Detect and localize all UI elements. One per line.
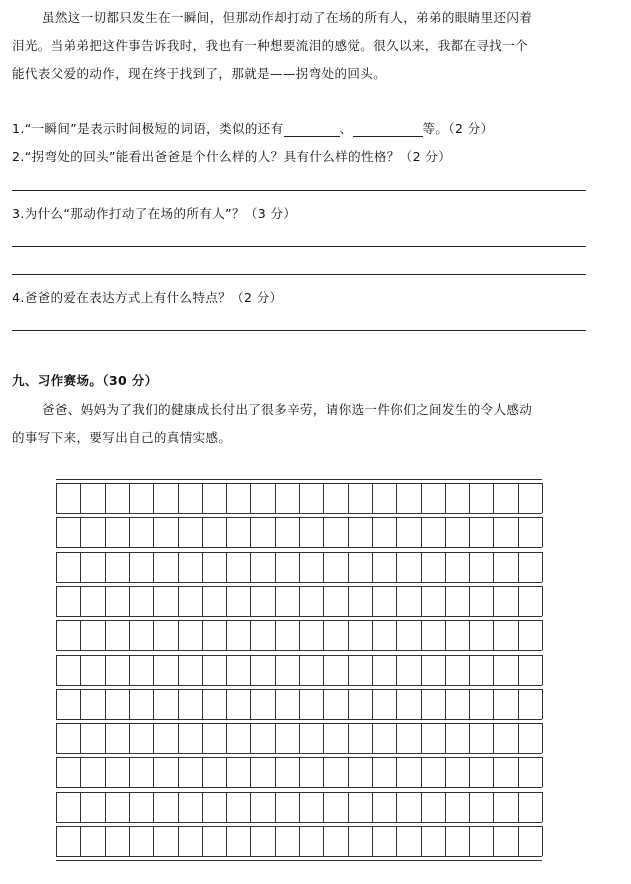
grid-cell-divider [372, 620, 373, 650]
grid-cell-divider [275, 552, 276, 582]
grid-cell-divider [275, 620, 276, 650]
grid-cell-divider [372, 826, 373, 856]
grid-cell-divider [396, 483, 397, 513]
grid-cell-divider [275, 689, 276, 719]
grid-cell-divider [469, 689, 470, 719]
grid-cell-divider [323, 723, 324, 753]
grid-cell-divider [250, 586, 251, 616]
grid-row-bottom-line [56, 856, 542, 857]
grid-cell-divider [348, 483, 349, 513]
grid-cell-divider [129, 792, 130, 822]
grid-cell-divider [80, 517, 81, 547]
grid-cell-divider [518, 792, 519, 822]
grid-cell-divider [323, 792, 324, 822]
grid-cell-divider [445, 723, 446, 753]
grid-cell-divider [348, 552, 349, 582]
passage-line-1: 虽然这一切都只发生在一瞬间，但那动作却打动了在场的所有人，弟弟的眼睛里还闪着 [42, 10, 533, 25]
grid-cell-divider [493, 552, 494, 582]
grid-cell-divider [493, 689, 494, 719]
grid-cell-divider [445, 552, 446, 582]
passage-line-3: 能代表父爱的动作，现在终于找到了，那就是——拐弯处的回头。 [12, 66, 387, 81]
grid-cell-divider [372, 552, 373, 582]
grid-cell-divider [250, 826, 251, 856]
grid-cell-divider [178, 483, 179, 513]
grid-cell-divider [323, 655, 324, 685]
grid-cell-divider [226, 826, 227, 856]
grid-cell-divider [250, 552, 251, 582]
grid-cell-divider [178, 655, 179, 685]
grid-cell-divider [153, 757, 154, 787]
grid-cell-divider [493, 586, 494, 616]
grid-cell-divider [299, 723, 300, 753]
answer-blank-1[interactable] [284, 124, 340, 137]
grid-cell-divider [250, 620, 251, 650]
grid-cell-divider [129, 655, 130, 685]
grid-cell-divider [518, 757, 519, 787]
grid-cell-divider [105, 483, 106, 513]
grid-cell-divider [56, 689, 57, 719]
grid-cell-divider [129, 689, 130, 719]
grid-cell-divider [178, 792, 179, 822]
grid-cell-divider [396, 826, 397, 856]
grid-cell-divider [445, 586, 446, 616]
grid-cell-divider [226, 586, 227, 616]
grid-cell-divider [80, 723, 81, 753]
grid-cell-divider [105, 723, 106, 753]
grid-cell-divider [105, 552, 106, 582]
grid-cell-divider [542, 689, 543, 719]
grid-cell-divider [542, 552, 543, 582]
grid-cell-divider [105, 586, 106, 616]
grid-cell-divider [56, 620, 57, 650]
grid-row-bottom-line [56, 650, 542, 651]
grid-cell-divider [105, 517, 106, 547]
grid-cell-divider [493, 757, 494, 787]
grid-row-bottom-line [56, 547, 542, 548]
composition-prompt-line-2: 的事写下来，要写出自己的真情实感。 [12, 430, 232, 445]
grid-cell-divider [275, 723, 276, 753]
grid-cell-divider [518, 517, 519, 547]
grid-cell-divider [421, 826, 422, 856]
grid-row-bottom-line [56, 582, 542, 583]
grid-cell-divider [178, 757, 179, 787]
grid-cell-divider [493, 826, 494, 856]
grid-cell-divider [202, 655, 203, 685]
grid-cell-divider [396, 655, 397, 685]
grid-cell-divider [226, 517, 227, 547]
grid-cell-divider [445, 483, 446, 513]
grid-cell-divider [421, 689, 422, 719]
grid-cell-divider [129, 552, 130, 582]
grid-cell-divider [396, 689, 397, 719]
grid-row-bottom-line [56, 616, 542, 617]
grid-cell-divider [178, 517, 179, 547]
grid-cell-divider [372, 792, 373, 822]
grid-cell-divider [445, 517, 446, 547]
grid-cell-divider [445, 826, 446, 856]
grid-cell-divider [372, 757, 373, 787]
grid-cell-divider [56, 552, 57, 582]
grid-cell-divider [299, 792, 300, 822]
grid-cell-divider [542, 620, 543, 650]
grid-cell-divider [396, 792, 397, 822]
grid-cell-divider [226, 655, 227, 685]
answer-blank-2[interactable] [353, 124, 423, 137]
grid-cell-divider [518, 586, 519, 616]
grid-cell-divider [396, 586, 397, 616]
grid-cell-divider [542, 586, 543, 616]
grid-cell-divider [518, 620, 519, 650]
grid-bottom-border [56, 860, 542, 861]
grid-cell-divider [421, 517, 422, 547]
section-heading: 九、习作赛场。（30 分） [12, 373, 158, 388]
grid-cell-divider [299, 826, 300, 856]
grid-cell-divider [348, 757, 349, 787]
composition-prompt-line-1: 爸爸、妈妈为了我们的健康成长付出了很多辛劳，请你选一件你们之间发生的令人感动 [42, 402, 533, 417]
grid-cell-divider [469, 552, 470, 582]
grid-cell-divider [153, 792, 154, 822]
grid-cell-divider [518, 552, 519, 582]
grid-cell-divider [80, 552, 81, 582]
grid-cell-divider [226, 792, 227, 822]
grid-cell-divider [299, 620, 300, 650]
grid-cell-divider [445, 655, 446, 685]
grid-cell-divider [323, 517, 324, 547]
grid-cell-divider [80, 586, 81, 616]
grid-cell-divider [348, 620, 349, 650]
grid-cell-divider [421, 620, 422, 650]
grid-cell-divider [469, 792, 470, 822]
grid-cell-divider [396, 620, 397, 650]
grid-cell-divider [348, 689, 349, 719]
grid-cell-divider [542, 483, 543, 513]
grid-cell-divider [348, 723, 349, 753]
grid-cell-divider [421, 586, 422, 616]
grid-cell-divider [105, 655, 106, 685]
grid-cell-divider [178, 723, 179, 753]
grid-row-bottom-line [56, 787, 542, 788]
grid-cell-divider [542, 757, 543, 787]
grid-cell-divider [469, 826, 470, 856]
grid-cell-divider [469, 757, 470, 787]
grid-cell-divider [153, 723, 154, 753]
grid-cell-divider [542, 723, 543, 753]
grid-row-bottom-line [56, 822, 542, 823]
grid-cell-divider [250, 655, 251, 685]
grid-cell-divider [56, 517, 57, 547]
grid-cell-divider [80, 483, 81, 513]
grid-cell-divider [129, 517, 130, 547]
answer-line-q4[interactable] [12, 330, 586, 331]
grid-cell-divider [275, 757, 276, 787]
grid-cell-divider [202, 826, 203, 856]
grid-cell-divider [299, 483, 300, 513]
grid-cell-divider [323, 689, 324, 719]
grid-cell-divider [80, 689, 81, 719]
grid-cell-divider [153, 586, 154, 616]
grid-cell-divider [226, 757, 227, 787]
question-2: 2.“拐弯处的回头”能看出爸爸是个什么样的人？具有什么样的性格？（2 分） [12, 149, 452, 164]
question-4: 4.爸爸的爱在表达方式上有什么特点？（2 分） [12, 290, 283, 305]
grid-cell-divider [372, 517, 373, 547]
grid-cell-divider [56, 723, 57, 753]
grid-cell-divider [129, 586, 130, 616]
grid-cell-divider [129, 826, 130, 856]
grid-cell-divider [178, 689, 179, 719]
grid-cell-divider [372, 689, 373, 719]
grid-cell-divider [445, 620, 446, 650]
grid-cell-divider [178, 552, 179, 582]
grid-cell-divider [323, 586, 324, 616]
grid-cell-divider [153, 689, 154, 719]
grid-cell-divider [275, 586, 276, 616]
grid-cell-divider [542, 517, 543, 547]
grid-cell-divider [226, 552, 227, 582]
grid-cell-divider [275, 655, 276, 685]
grid-cell-divider [202, 757, 203, 787]
grid-cell-divider [323, 757, 324, 787]
grid-top-border [56, 479, 542, 480]
grid-cell-divider [250, 723, 251, 753]
grid-cell-divider [542, 655, 543, 685]
grid-cell-divider [518, 483, 519, 513]
grid-cell-divider [493, 483, 494, 513]
grid-cell-divider [299, 517, 300, 547]
question-1 [12, 119, 493, 137]
grid-cell-divider [56, 826, 57, 856]
grid-cell-divider [493, 792, 494, 822]
grid-cell-divider [421, 655, 422, 685]
grid-cell-divider [323, 483, 324, 513]
grid-cell-divider [153, 483, 154, 513]
grid-cell-divider [542, 826, 543, 856]
grid-cell-divider [202, 517, 203, 547]
grid-cell-divider [299, 655, 300, 685]
grid-cell-divider [469, 586, 470, 616]
grid-cell-divider [105, 620, 106, 650]
grid-cell-divider [250, 517, 251, 547]
grid-cell-divider [372, 483, 373, 513]
grid-cell-divider [250, 689, 251, 719]
grid-cell-divider [348, 586, 349, 616]
grid-cell-divider [348, 826, 349, 856]
grid-cell-divider [250, 792, 251, 822]
grid-cell-divider [275, 517, 276, 547]
grid-cell-divider [129, 757, 130, 787]
grid-cell-divider [396, 552, 397, 582]
grid-cell-divider [56, 757, 57, 787]
grid-cell-divider [445, 689, 446, 719]
grid-row-bottom-line [56, 513, 542, 514]
grid-cell-divider [518, 723, 519, 753]
grid-cell-divider [469, 517, 470, 547]
grid-cell-divider [421, 483, 422, 513]
grid-cell-divider [323, 620, 324, 650]
passage-line-2: 泪光。当弟弟把这件事告诉我时，我也有一种想要流泪的感觉。很久以来，我都在寻找一个 [12, 38, 529, 53]
grid-cell-divider [80, 655, 81, 685]
grid-cell-divider [153, 826, 154, 856]
writing-grid[interactable] [56, 479, 542, 861]
grid-cell-divider [518, 826, 519, 856]
grid-cell-divider [348, 792, 349, 822]
question-1-end: 等。（2 分） [422, 121, 494, 136]
answer-line-q3-2[interactable] [12, 274, 586, 275]
grid-cell-divider [323, 826, 324, 856]
answer-line-q2[interactable] [12, 190, 586, 191]
grid-cell-divider [105, 689, 106, 719]
grid-cell-divider [80, 620, 81, 650]
grid-row-bottom-line [56, 685, 542, 686]
grid-cell-divider [153, 620, 154, 650]
grid-cell-divider [226, 620, 227, 650]
grid-cell-divider [421, 757, 422, 787]
question-1-text: 1.“一瞬间”是表示时间极短的词语，类似的还有 [12, 121, 284, 136]
grid-cell-divider [493, 655, 494, 685]
grid-cell-divider [493, 620, 494, 650]
question-1-separator: 、 [339, 121, 353, 136]
grid-cell-divider [105, 792, 106, 822]
grid-cell-divider [445, 757, 446, 787]
grid-cell-divider [105, 757, 106, 787]
grid-cell-divider [421, 792, 422, 822]
grid-cell-divider [56, 792, 57, 822]
grid-cell-divider [469, 723, 470, 753]
grid-cell-divider [348, 655, 349, 685]
grid-cell-divider [469, 655, 470, 685]
grid-cell-divider [56, 483, 57, 513]
grid-cell-divider [396, 757, 397, 787]
grid-cell-divider [250, 483, 251, 513]
grid-cell-divider [129, 620, 130, 650]
grid-cell-divider [372, 586, 373, 616]
grid-cell-divider [348, 517, 349, 547]
grid-cell-divider [202, 586, 203, 616]
grid-cell-divider [250, 757, 251, 787]
grid-cell-divider [396, 723, 397, 753]
grid-cell-divider [299, 552, 300, 582]
grid-cell-divider [518, 655, 519, 685]
grid-cell-divider [153, 517, 154, 547]
grid-cell-divider [275, 826, 276, 856]
grid-cell-divider [275, 792, 276, 822]
grid-cell-divider [493, 723, 494, 753]
grid-cell-divider [178, 620, 179, 650]
grid-cell-divider [178, 586, 179, 616]
grid-cell-divider [202, 792, 203, 822]
grid-cell-divider [542, 792, 543, 822]
question-3: 3.为什么“那动作打动了在场的所有人”？（3 分） [12, 206, 297, 221]
grid-cell-divider [421, 552, 422, 582]
grid-cell-divider [299, 757, 300, 787]
grid-cell-divider [493, 517, 494, 547]
grid-cell-divider [202, 552, 203, 582]
grid-cell-divider [153, 552, 154, 582]
grid-cell-divider [299, 689, 300, 719]
grid-cell-divider [226, 723, 227, 753]
grid-cell-divider [80, 792, 81, 822]
answer-line-q3-1[interactable] [12, 246, 586, 247]
grid-cell-divider [80, 826, 81, 856]
grid-cell-divider [202, 689, 203, 719]
grid-cell-divider [202, 483, 203, 513]
grid-cell-divider [323, 552, 324, 582]
grid-cell-divider [299, 586, 300, 616]
grid-cell-divider [372, 655, 373, 685]
grid-cell-divider [56, 655, 57, 685]
grid-cell-divider [105, 826, 106, 856]
grid-cell-divider [421, 723, 422, 753]
grid-cell-divider [275, 483, 276, 513]
grid-cell-divider [469, 620, 470, 650]
grid-cell-divider [226, 483, 227, 513]
grid-cell-divider [226, 689, 227, 719]
grid-cell-divider [445, 792, 446, 822]
grid-cell-divider [518, 689, 519, 719]
grid-cell-divider [202, 620, 203, 650]
grid-cell-divider [129, 723, 130, 753]
grid-row-bottom-line [56, 719, 542, 720]
grid-cell-divider [80, 757, 81, 787]
grid-cell-divider [202, 723, 203, 753]
grid-cell-divider [129, 483, 130, 513]
grid-cell-divider [56, 586, 57, 616]
grid-cell-divider [469, 483, 470, 513]
grid-cell-divider [372, 723, 373, 753]
grid-cell-divider [178, 826, 179, 856]
grid-cell-divider [396, 517, 397, 547]
grid-row-bottom-line [56, 753, 542, 754]
grid-cell-divider [153, 655, 154, 685]
